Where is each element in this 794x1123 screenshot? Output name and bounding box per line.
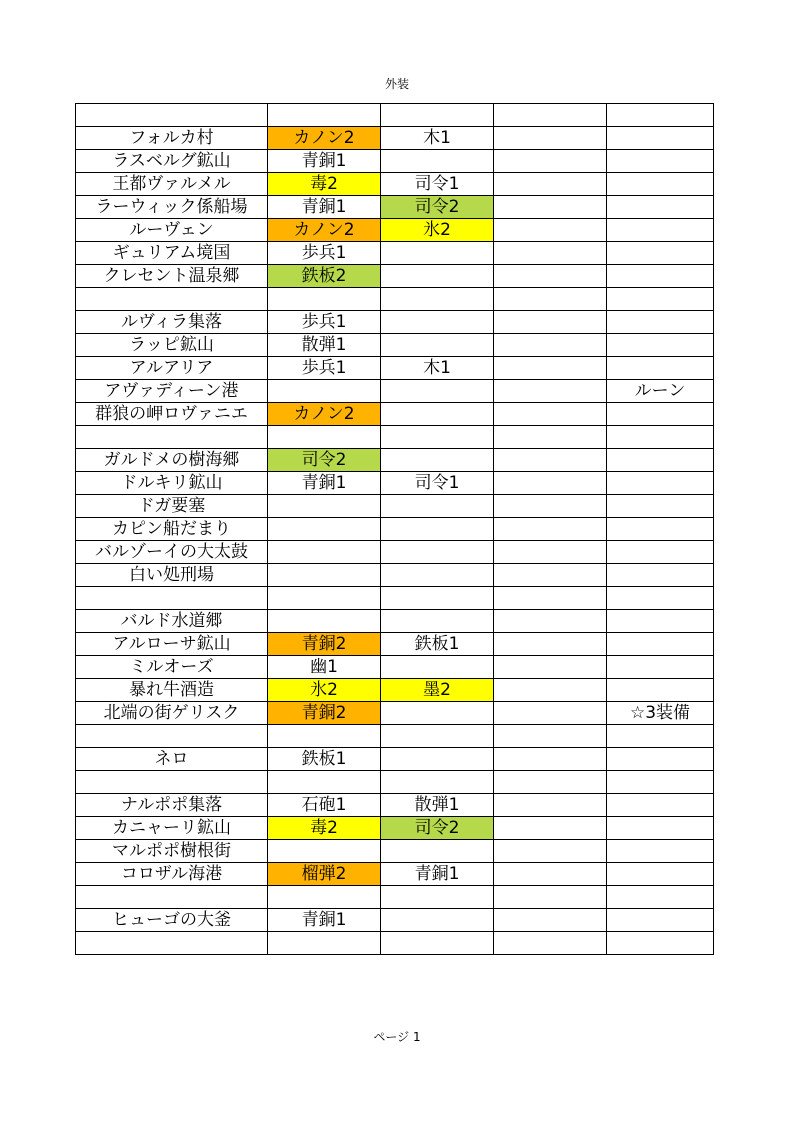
location-cell[interactable]	[76, 932, 268, 955]
note-cell[interactable]	[607, 173, 714, 196]
item-cell-1[interactable]: 青銅1	[268, 150, 381, 173]
item-cell-3[interactable]	[494, 702, 607, 725]
note-cell[interactable]	[607, 311, 714, 334]
item-cell-1[interactable]	[268, 564, 381, 587]
note-cell[interactable]	[607, 334, 714, 357]
item-cell-1[interactable]: 氷2	[268, 679, 381, 702]
item-cell-3[interactable]	[494, 564, 607, 587]
table-row	[76, 219, 714, 242]
item-cell-1[interactable]	[268, 840, 381, 863]
note-cell[interactable]	[607, 242, 714, 265]
table-row	[76, 840, 714, 863]
item-cell-3[interactable]	[494, 656, 607, 679]
item-cell-1[interactable]	[268, 426, 381, 449]
table-row	[76, 242, 714, 265]
item-cell-1[interactable]: 青銅1	[268, 196, 381, 219]
location-cell[interactable]: コロザル海港	[76, 863, 268, 886]
item-cell-2[interactable]	[381, 334, 494, 357]
item-cell-1[interactable]: 鉄板1	[268, 748, 381, 771]
location-cell[interactable]: クレセント温泉郷	[76, 265, 268, 288]
item-cell-1[interactable]: カノン2	[268, 127, 381, 150]
item-cell-3[interactable]	[494, 242, 607, 265]
location-cell[interactable]	[76, 886, 268, 909]
item-cell-1[interactable]: カノン2	[268, 219, 381, 242]
table-row	[76, 679, 714, 702]
table-row	[76, 725, 714, 748]
item-cell-1[interactable]	[268, 380, 381, 403]
item-cell-2[interactable]	[381, 426, 494, 449]
table-row	[76, 334, 714, 357]
item-cell-3[interactable]	[494, 610, 607, 633]
item-cell-2[interactable]	[381, 771, 494, 794]
note-cell[interactable]	[607, 564, 714, 587]
item-cell-1[interactable]	[268, 495, 381, 518]
note-cell[interactable]: ☆3装備	[607, 702, 714, 725]
table-row	[76, 564, 714, 587]
item-cell-3[interactable]	[494, 449, 607, 472]
item-cell-2[interactable]: 司令2	[381, 196, 494, 219]
item-cell-2[interactable]: 司令2	[381, 817, 494, 840]
table-row	[76, 771, 714, 794]
table-row	[76, 932, 714, 955]
item-cell-3[interactable]	[494, 426, 607, 449]
location-cell[interactable]	[76, 288, 268, 311]
item-cell-3[interactable]	[494, 541, 607, 564]
item-cell-1[interactable]: 毒2	[268, 817, 381, 840]
item-cell-2[interactable]	[381, 909, 494, 932]
item-cell-1[interactable]	[268, 541, 381, 564]
item-cell-2[interactable]: 司令1	[381, 472, 494, 495]
item-cell-1[interactable]: 歩兵1	[268, 242, 381, 265]
item-cell-3[interactable]	[494, 357, 607, 380]
item-cell-2[interactable]	[381, 656, 494, 679]
item-cell-2[interactable]	[381, 748, 494, 771]
item-cell-2[interactable]: 木1	[381, 127, 494, 150]
item-cell-2[interactable]: 散弾1	[381, 794, 494, 817]
note-cell[interactable]	[607, 265, 714, 288]
note-cell[interactable]	[607, 656, 714, 679]
table-row	[76, 265, 714, 288]
location-cell[interactable]: カピン船だまり	[76, 518, 268, 541]
table-row	[76, 150, 714, 173]
location-cell[interactable]: ドガ要塞	[76, 495, 268, 518]
spreadsheet-table	[75, 103, 714, 955]
location-cell[interactable]: 暴れ牛酒造	[76, 679, 268, 702]
table-row	[76, 886, 714, 909]
item-cell-1[interactable]: 散弾1	[268, 334, 381, 357]
location-cell[interactable]: ルヴィラ集落	[76, 311, 268, 334]
item-cell-3[interactable]	[494, 196, 607, 219]
item-cell-2[interactable]	[381, 242, 494, 265]
item-cell-2[interactable]	[381, 380, 494, 403]
table-row	[76, 127, 714, 150]
item-cell-2[interactable]	[381, 541, 494, 564]
location-cell[interactable]: アルアリア	[76, 357, 268, 380]
item-cell-3[interactable]	[494, 794, 607, 817]
note-cell[interactable]	[607, 288, 714, 311]
table-row	[76, 288, 714, 311]
note-cell[interactable]	[607, 817, 714, 840]
item-cell-3[interactable]	[494, 265, 607, 288]
location-cell[interactable]: バルゾーイの大太鼓	[76, 541, 268, 564]
note-cell[interactable]	[607, 472, 714, 495]
table-row	[76, 656, 714, 679]
item-cell-3[interactable]	[494, 495, 607, 518]
location-cell[interactable]	[76, 725, 268, 748]
item-cell-1[interactable]: 幽1	[268, 656, 381, 679]
table-row	[76, 403, 714, 426]
note-cell[interactable]	[607, 541, 714, 564]
location-cell[interactable]	[76, 587, 268, 610]
location-cell[interactable]: ネロ	[76, 748, 268, 771]
note-cell[interactable]	[607, 426, 714, 449]
item-cell-2[interactable]	[381, 265, 494, 288]
location-cell[interactable]: 王都ヴァルメル	[76, 173, 268, 196]
item-cell-1[interactable]: 鉄板2	[268, 265, 381, 288]
note-cell[interactable]	[607, 840, 714, 863]
note-cell[interactable]	[607, 449, 714, 472]
note-cell[interactable]	[607, 495, 714, 518]
item-cell-3[interactable]	[494, 748, 607, 771]
table-row	[76, 633, 714, 656]
item-cell-3[interactable]	[494, 725, 607, 748]
table-row	[76, 196, 714, 219]
item-cell-2[interactable]	[381, 932, 494, 955]
item-cell-3[interactable]	[494, 472, 607, 495]
item-cell-3[interactable]	[494, 633, 607, 656]
table-row	[76, 357, 714, 380]
note-cell[interactable]	[607, 725, 714, 748]
item-cell-1[interactable]	[268, 725, 381, 748]
location-cell[interactable]	[76, 426, 268, 449]
table-row	[76, 702, 714, 725]
location-cell[interactable]: ギュリアム境国	[76, 242, 268, 265]
note-cell[interactable]	[607, 886, 714, 909]
item-cell-1[interactable]: 毒2	[268, 173, 381, 196]
item-cell-2[interactable]	[381, 702, 494, 725]
note-cell[interactable]	[607, 518, 714, 541]
table-row	[76, 495, 714, 518]
item-cell-2[interactable]	[381, 564, 494, 587]
item-cell-2[interactable]	[381, 495, 494, 518]
item-cell-3[interactable]	[494, 679, 607, 702]
location-cell[interactable]: 北端の街ゲリスク	[76, 702, 268, 725]
spreadsheet-body	[76, 104, 714, 955]
item-cell-2[interactable]: 木1	[381, 357, 494, 380]
item-cell-1[interactable]: 司令2	[268, 449, 381, 472]
item-cell-1[interactable]	[268, 886, 381, 909]
item-cell-1[interactable]: 青銅1	[268, 472, 381, 495]
note-cell[interactable]	[607, 150, 714, 173]
table-row	[76, 817, 714, 840]
item-cell-3[interactable]	[494, 587, 607, 610]
item-cell-1[interactable]: 石砲1	[268, 794, 381, 817]
table-row	[76, 426, 714, 449]
item-cell-3[interactable]	[494, 127, 607, 150]
location-cell[interactable]: アヴァディーン港	[76, 380, 268, 403]
item-cell-2[interactable]	[381, 449, 494, 472]
note-cell[interactable]	[607, 127, 714, 150]
location-cell[interactable]: ラッピ鉱山	[76, 334, 268, 357]
item-cell-2[interactable]: 氷2	[381, 219, 494, 242]
item-cell-1[interactable]: 榴弾2	[268, 863, 381, 886]
location-cell[interactable]: ナルポポ集落	[76, 794, 268, 817]
location-cell[interactable]: ヒューゴの大釜	[76, 909, 268, 932]
item-cell-3[interactable]	[494, 817, 607, 840]
note-cell[interactable]	[607, 932, 714, 955]
page-header-title: 外装	[384, 77, 409, 91]
location-cell[interactable]: カニャーリ鉱山	[76, 817, 268, 840]
table-row	[76, 311, 714, 334]
table-row	[76, 173, 714, 196]
item-cell-3[interactable]	[494, 886, 607, 909]
item-cell-3[interactable]	[494, 518, 607, 541]
item-cell-3[interactable]	[494, 219, 607, 242]
item-cell-1[interactable]	[268, 104, 381, 127]
note-cell[interactable]	[607, 587, 714, 610]
location-cell[interactable]: ラーウィック係船場	[76, 196, 268, 219]
item-cell-2[interactable]	[381, 725, 494, 748]
note-cell[interactable]	[607, 219, 714, 242]
note-cell[interactable]	[607, 679, 714, 702]
item-cell-2[interactable]	[381, 104, 494, 127]
location-cell[interactable]: マルポポ樹根街	[76, 840, 268, 863]
item-cell-3[interactable]	[494, 863, 607, 886]
item-cell-3[interactable]	[494, 932, 607, 955]
table-row	[76, 541, 714, 564]
location-cell[interactable]: ドルキリ鉱山	[76, 472, 268, 495]
item-cell-2[interactable]	[381, 288, 494, 311]
item-cell-2[interactable]	[381, 886, 494, 909]
item-cell-3[interactable]	[494, 840, 607, 863]
item-cell-1[interactable]: 歩兵1	[268, 357, 381, 380]
item-cell-2[interactable]	[381, 587, 494, 610]
table-row	[76, 518, 714, 541]
note-cell[interactable]	[607, 909, 714, 932]
item-cell-2[interactable]: 墨2	[381, 679, 494, 702]
note-cell[interactable]	[607, 104, 714, 127]
item-cell-3[interactable]	[494, 150, 607, 173]
item-cell-3[interactable]	[494, 380, 607, 403]
item-cell-1[interactable]	[268, 610, 381, 633]
table-row	[76, 380, 714, 403]
item-cell-1[interactable]	[268, 771, 381, 794]
note-cell[interactable]	[607, 196, 714, 219]
item-cell-2[interactable]	[381, 150, 494, 173]
note-cell[interactable]	[607, 748, 714, 771]
item-cell-2[interactable]: 司令1	[381, 173, 494, 196]
table-row	[76, 863, 714, 886]
table-row	[76, 104, 714, 127]
item-cell-1[interactable]: 歩兵1	[268, 311, 381, 334]
item-cell-3[interactable]	[494, 403, 607, 426]
table-row	[76, 472, 714, 495]
location-cell[interactable]: アルローサ鉱山	[76, 633, 268, 656]
item-cell-1[interactable]: カノン2	[268, 403, 381, 426]
item-cell-2[interactable]: 鉄板1	[381, 633, 494, 656]
item-cell-2[interactable]	[381, 403, 494, 426]
location-cell[interactable]: 白い処刑場	[76, 564, 268, 587]
item-cell-1[interactable]: 青銅2	[268, 633, 381, 656]
location-cell[interactable]: フォルカ村	[76, 127, 268, 150]
item-cell-3[interactable]	[494, 334, 607, 357]
item-cell-1[interactable]: 青銅1	[268, 909, 381, 932]
note-cell[interactable]	[607, 610, 714, 633]
location-cell[interactable]	[76, 771, 268, 794]
location-cell[interactable]: ミルオーズ	[76, 656, 268, 679]
item-cell-3[interactable]	[494, 288, 607, 311]
table-row	[76, 794, 714, 817]
item-cell-1[interactable]: 青銅2	[268, 702, 381, 725]
table-row	[76, 449, 714, 472]
item-cell-3[interactable]	[494, 311, 607, 334]
note-cell[interactable]: ルーン	[607, 380, 714, 403]
item-cell-1[interactable]	[268, 518, 381, 541]
location-cell[interactable]: ルーヴェン	[76, 219, 268, 242]
note-cell[interactable]	[607, 357, 714, 380]
item-cell-2[interactable]	[381, 840, 494, 863]
note-cell[interactable]	[607, 403, 714, 426]
note-cell[interactable]	[607, 794, 714, 817]
page-number-footer: ページ 1	[373, 1030, 421, 1044]
table-row	[76, 748, 714, 771]
note-cell[interactable]	[607, 863, 714, 886]
location-cell[interactable]: 群狼の岬ロヴァニエ	[76, 403, 268, 426]
table-row	[76, 909, 714, 932]
location-cell[interactable]	[76, 104, 268, 127]
item-cell-1[interactable]	[268, 932, 381, 955]
item-cell-2[interactable]	[381, 311, 494, 334]
item-cell-3[interactable]	[494, 909, 607, 932]
item-cell-2[interactable]: 青銅1	[381, 863, 494, 886]
item-cell-3[interactable]	[494, 173, 607, 196]
note-cell[interactable]	[607, 771, 714, 794]
location-cell[interactable]: ラスベルグ鉱山	[76, 150, 268, 173]
table-row	[76, 587, 714, 610]
item-cell-2[interactable]	[381, 518, 494, 541]
note-cell[interactable]	[607, 633, 714, 656]
location-cell[interactable]: ガルドメの樹海郷	[76, 449, 268, 472]
table-row	[76, 610, 714, 633]
item-cell-3[interactable]	[494, 104, 607, 127]
item-cell-2[interactable]	[381, 610, 494, 633]
item-cell-1[interactable]	[268, 288, 381, 311]
item-cell-1[interactable]	[268, 587, 381, 610]
location-cell[interactable]: バルド水道郷	[76, 610, 268, 633]
item-cell-3[interactable]	[494, 771, 607, 794]
